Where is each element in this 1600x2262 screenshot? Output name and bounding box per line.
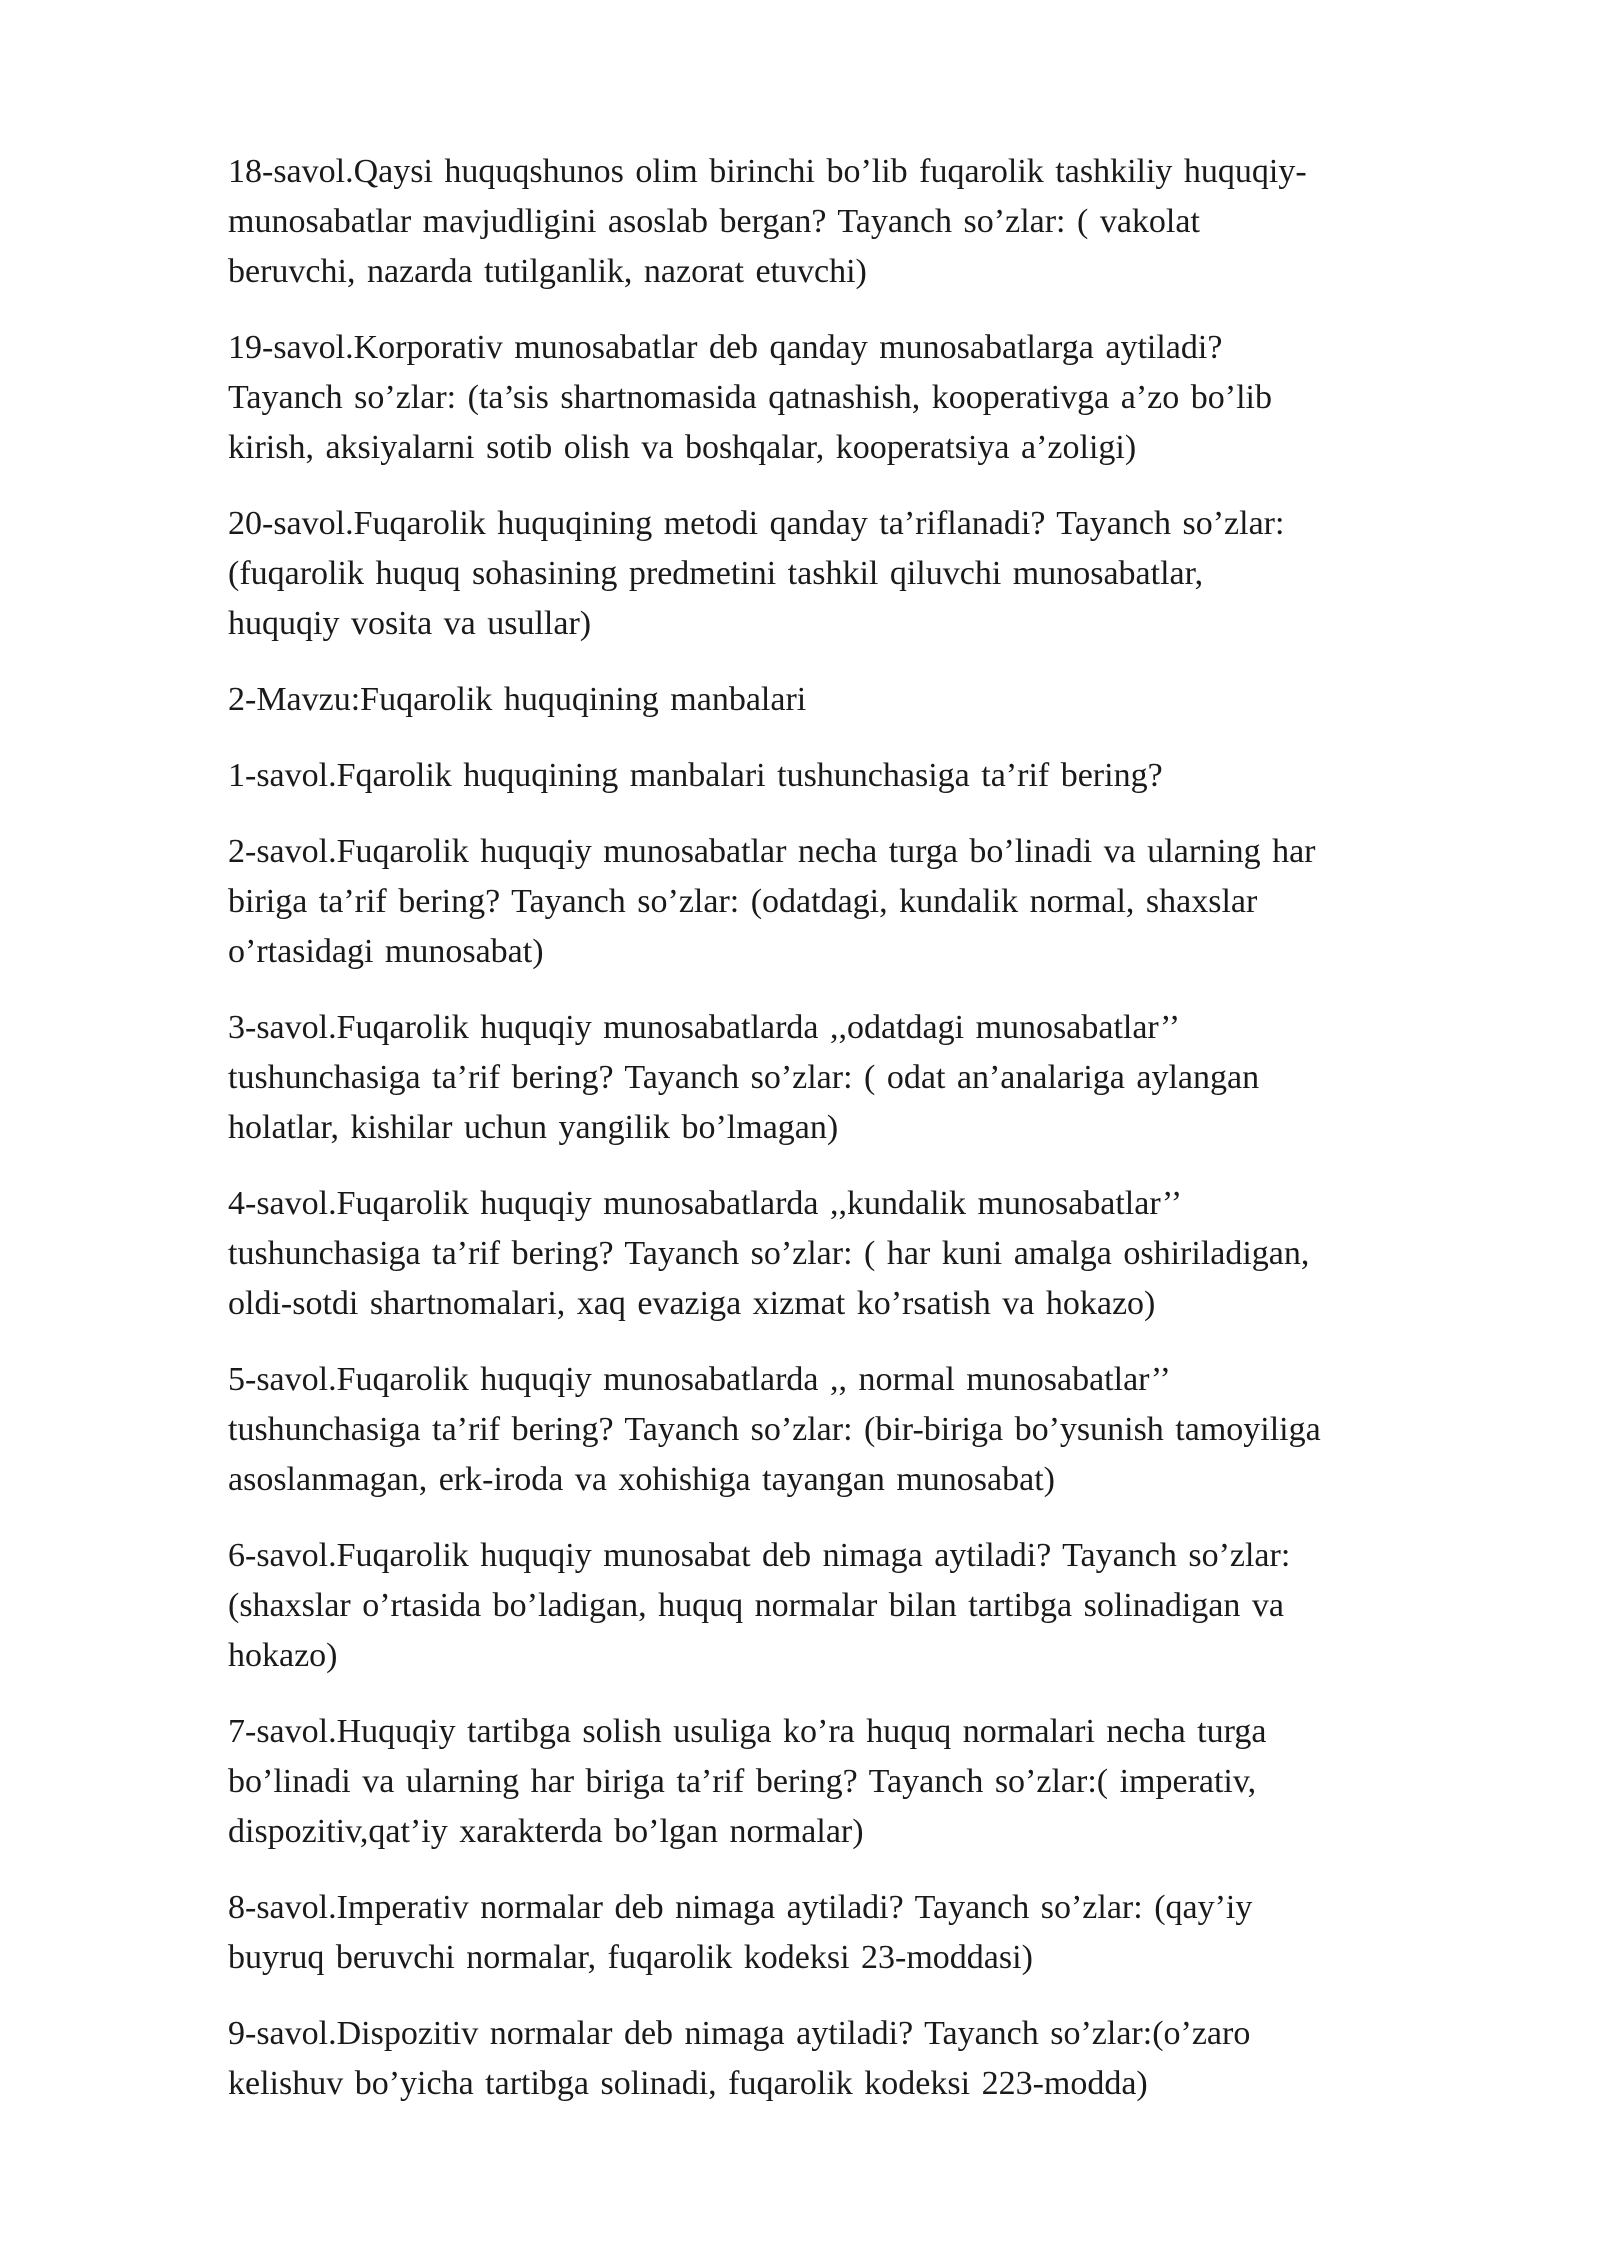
text-line: 7-savol.Huquqiy tartibga solish usuliga ko’ra huquq normalari necha turga [228,1713,1267,1750]
topic-heading [228,675,1490,725]
question-5 [228,1355,1490,1505]
question-1 [228,751,1490,801]
text-line: 2-Mavzu:Fuqarolik huquqining manbalari [228,681,807,718]
text-line: 6-savol.Fuqarolik huquqiy munosabat deb nimaga aytiladi? Tayanch so’zlar: [228,1537,1291,1574]
text-line: 18-savol.Qaysi huquqshunos olim birinchi bo’lib fuqarolik tashkiliy huquqiy- [228,153,1307,190]
question-18 [228,147,1490,297]
text-line: buyruq beruvchi normalar, fuqarolik kodeksi 23-moddasi) [228,1939,1033,1976]
question-9 [228,2009,1490,2109]
text-line: huquqiy vosita va usullar) [228,605,592,642]
question-2 [228,827,1490,977]
text-line: oldi-sotdi shartnomalari, xaq evaziga xizmat ko’rsatish va hokazo) [228,1285,1156,1322]
text-line: 9-savol.Dispozitiv normalar deb nimaga aytiladi? Tayanch so’zlar:(o’zaro [228,2015,1251,2052]
text-line: 19-savol.Korporativ munosabatlar deb qanday munosabatlarga aytiladi? [228,329,1223,366]
text-line: (fuqarolik huquq sohasining predmetini tashkil qiluvchi munosabatlar, [228,555,1204,592]
text-line: munosabatlar mavjudligini asoslab bergan? Tayanch so’zlar: ( vakolat [228,203,1200,240]
text-line: tushunchasiga ta’rif bering? Tayanch so’zlar: ( odat an’analariga aylangan [228,1059,1260,1096]
question-6 [228,1531,1490,1681]
text-line: 4-savol.Fuqarolik huquqiy munosabatlarda ,,kundalik munosabatlar’’ [228,1185,1183,1222]
text-line: dispozitiv,qat’iy xarakterda bo’lgan normalar) [228,1813,864,1850]
question-19 [228,323,1490,473]
text-line: Tayanch so’zlar: (ta’sis shartnomasida qatnashish, kooperativga a’zo bo’lib [228,379,1272,416]
text-line: (shaxslar o’rtasida bo’ladigan, huquq normalar bilan tartibga solinadigan va [228,1587,1284,1624]
question-7 [228,1707,1490,1857]
text-line: 8-savol.Imperativ normalar deb nimaga aytiladi? Tayanch so’zlar: (qay’iy [228,1889,1253,1926]
text-line: kelishuv bo’yicha tartibga solinadi, fuqarolik kodeksi 223-modda) [228,2065,1148,2102]
text-line: 5-savol.Fuqarolik huquqiy munosabatlarda ,, normal munosabatlar’’ [228,1361,1171,1398]
text-line: 1-savol.Fqarolik huquqining manbalari tushunchasiga ta’rif bering? [228,757,1163,794]
question-4 [228,1179,1490,1329]
text-line: kirish, aksiyalarni sotib olish va boshqalar, kooperatsiya a’zoligi) [228,429,1137,466]
document-page [228,147,1490,2135]
text-line: 20-savol.Fuqarolik huquqining metodi qanday ta’riflanadi? Tayanch so’zlar: [228,505,1285,542]
text-line: 3-savol.Fuqarolik huquqiy munosabatlarda ,,odatdagi munosabatlar’’ [228,1009,1181,1046]
text-line: tushunchasiga ta’rif bering? Tayanch so’zlar: ( har kuni amalga oshiriladigan, [228,1235,1310,1272]
text-line: bo’linadi va ularning har biriga ta’rif bering? Tayanch so’zlar:( imperativ, [228,1763,1257,1800]
text-line: asoslanmagan, erk-iroda va xohishiga tayangan munosabat) [228,1461,1055,1498]
text-line: tushunchasiga ta’rif bering? Tayanch so’zlar: (bir-biriga bo’ysunish tamoyiliga [228,1411,1321,1448]
text-line: beruvchi, nazarda tutilganlik, nazorat etuvchi) [228,253,867,290]
text-line: 2-savol.Fuqarolik huquqiy munosabatlar necha turga bo’linadi va ularning har [228,833,1316,870]
question-3 [228,1003,1490,1153]
question-20 [228,499,1490,649]
text-line: biriga ta’rif bering? Tayanch so’zlar: (odatdagi, kundalik normal, shaxslar [228,883,1258,920]
text-line: holatlar, kishilar uchun yangilik bo’lmagan) [228,1109,839,1146]
question-8 [228,1883,1490,1983]
text-line: o’rtasidagi munosabat) [228,933,544,970]
text-line: hokazo) [228,1637,338,1674]
